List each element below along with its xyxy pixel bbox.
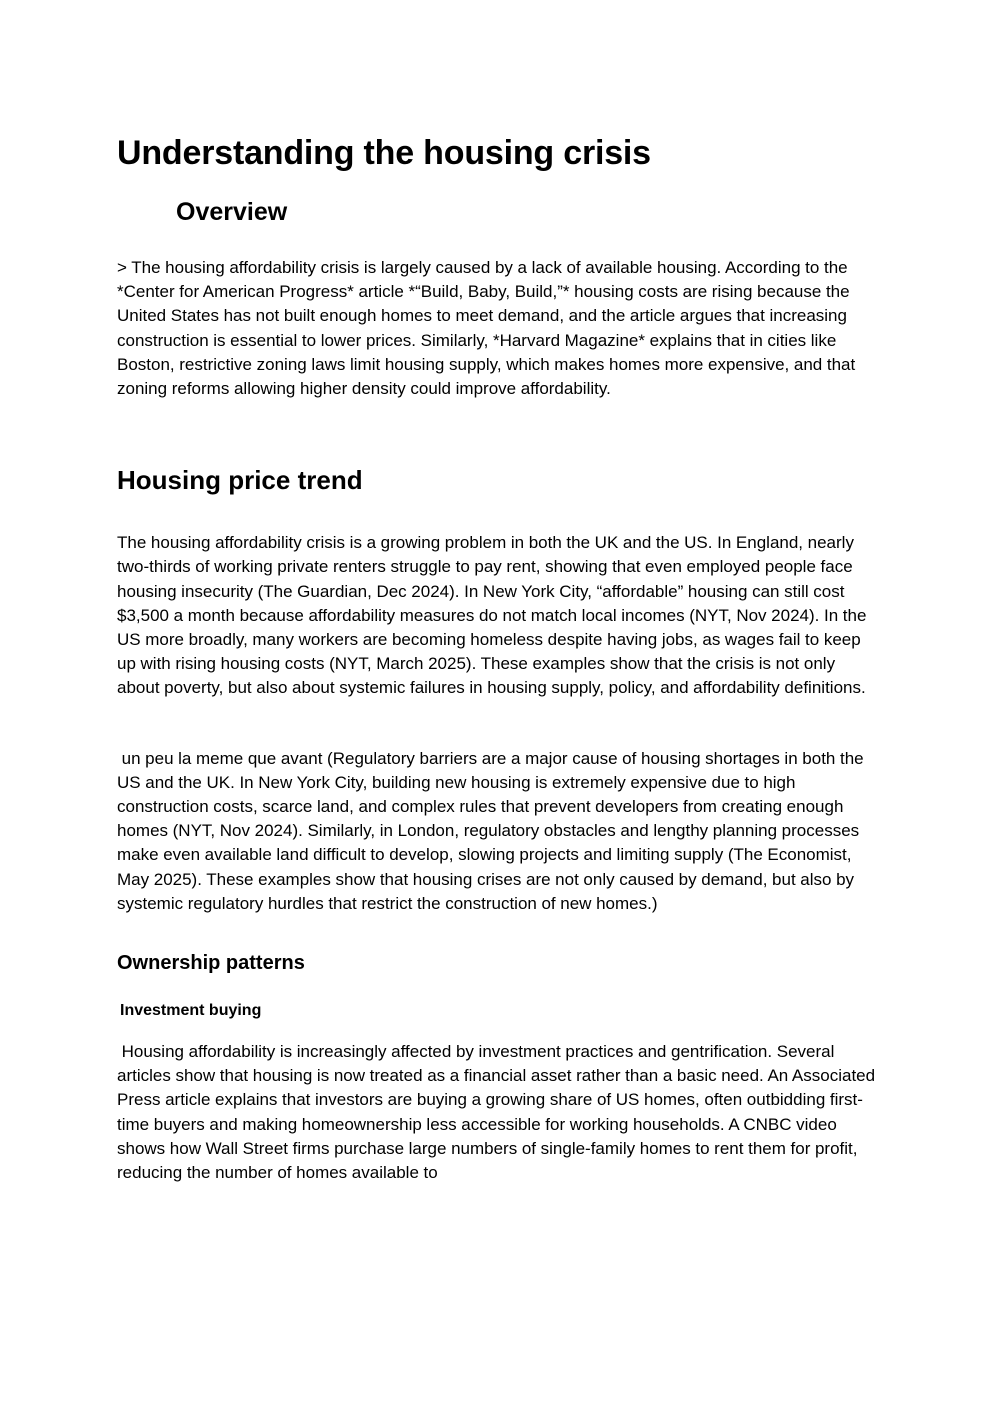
paragraph-investment-buying: Housing affordability is increasingly affected by investment practices and gentrification. Several articles show that housing is now treated as a financial asset rather than a basic need. An Associated Press article explains that investors are buying a growing share of US homes, often outbidding first-time buyers and making homeownership less accessible for working households. A CNBC video shows how Wall Street firms purchase large numbers of single-family homes to rent them for profit, reducing the number of homes available to — [117, 1042, 880, 1183]
heading-ownership-patterns: Ownership patterns — [117, 952, 305, 975]
spacer — [117, 228, 877, 256]
spacer — [117, 916, 877, 950]
page-title: Understanding the housing crisis — [117, 134, 651, 172]
paragraph-housing-price-trend-1: The housing affordability crisis is a growing problem in both the UK and the US. In England, nearly two‑thirds of working private renters struggle to pay rent, showing that even employed people face housing insecurity (The Guardian, Dec 2024). In New York City, “affordable” housing can still cost $3,500 a month because affordability measures do not match local incomes (NYT, Nov 2024). In the US more broadly, many workers are becoming homeless despite having jobs, as wages fail to keep up with rising housing costs (NYT, March 2025). These examples show that the crisis is not only about poverty, but also about systemic failures in housing supply, policy, and affordability definitions. — [117, 533, 872, 698]
heading-investment-buying: Investment buying — [120, 1002, 262, 1020]
document-body — [117, 132, 880, 1185]
spacer — [117, 1022, 877, 1040]
spacer — [117, 401, 877, 463]
spacer — [117, 701, 877, 747]
paragraph-housing-price-trend-2: un peu la meme que avant (Regulatory barriers are a major cause of housing shortages in both the US and the UK. In New York City, building new housing is extremely expensive due to high construction costs, scarce land, and complex rules that prevent developers from creating enough homes (NYT, Nov 2024). Similarly, in London, regulatory obstacles and lengthy planning processes make even available land difficult to develop, slowing projects and limiting supply (The Economist, May 2025). These examples show that housing crises are not only caused by demand, but also by systemic regulatory hurdles that restrict the construction of new homes.) — [117, 748, 869, 913]
spacer — [117, 497, 877, 531]
heading-overview: Overview — [176, 198, 288, 226]
heading-housing-price-trend: Housing price trend — [117, 465, 363, 496]
paragraph-overview: > The housing affordability crisis is largely caused by a lack of available housing. According to the *Center for American Progress* article *“Build, Baby, Build,”* housing costs are rising because the United States has not built enough homes to meet demand, and the article argues that increasing construction is essential to lower prices. Similarly, *Harvard Magazine* explains that in cities like Boston, restrictive zoning laws limit housing supply, which makes homes more expensive, and that zoning reforms allowing higher density could improve affordability. — [117, 258, 860, 399]
spacer — [117, 976, 877, 1000]
